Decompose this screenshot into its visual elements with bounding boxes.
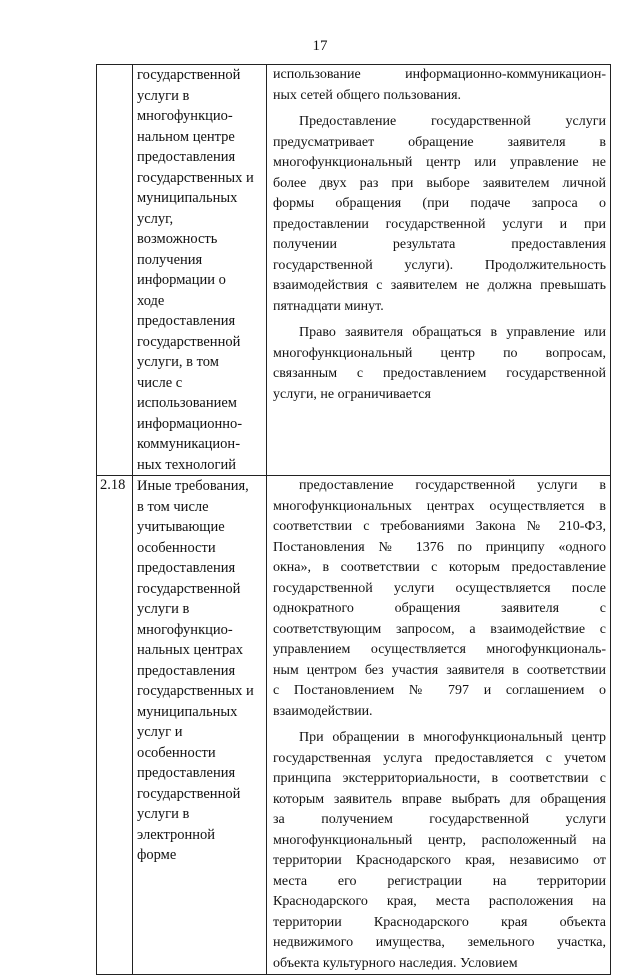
requirement-name-line: предоставления	[137, 560, 236, 576]
requirement-name-line: государственной	[137, 580, 241, 597]
paragraph	[273, 323, 606, 405]
paragraph-line: многофункциональный центр или управление не	[273, 155, 606, 170]
requirement-name-line: услуг,	[137, 210, 174, 227]
paragraph-line: формы обращения (при подаче запроса о	[273, 196, 606, 211]
requirement-name-line: муниципальных	[137, 190, 238, 206]
requirement-name-line: электронной	[137, 826, 216, 843]
paragraph-line: Постановления № 1376 по принципу «одного	[273, 539, 606, 555]
requirement-text-cell	[267, 65, 611, 476]
requirement-name-line: получения	[137, 251, 203, 268]
paragraph-line: территории Краснодарского края, независимо от	[273, 853, 606, 868]
table-row	[97, 476, 611, 975]
requirement-name-line: государственной	[137, 785, 241, 802]
paragraph	[273, 476, 606, 722]
paragraph-line: взаимодействии.	[273, 703, 373, 719]
paragraph-line: более двух раз при выборе заявителем личной	[273, 175, 606, 191]
requirement-name	[133, 476, 266, 866]
requirement-name-line: предоставления	[137, 149, 236, 165]
paragraph-line: однократного обращения заявителя с	[273, 601, 606, 616]
paragraph-line: с Постановлением № 797 и соглашением о	[273, 683, 606, 698]
requirement-name-line: особенности	[137, 744, 216, 761]
row-number	[97, 65, 133, 476]
requirement-name-line: услуги в	[137, 87, 190, 104]
paragraph-line: услуги, не ограничивается	[273, 386, 431, 402]
paragraph-line: государственной услуги). Продолжительность	[273, 257, 606, 273]
requirement-name-line: услуги в	[137, 601, 190, 617]
paragraph-line: связанным с предоставлением государственной	[273, 366, 606, 381]
requirement-name-cell	[133, 476, 267, 975]
paragraph-line: территории Краснодарского края объекта	[273, 914, 606, 930]
requirement-name-line: возможность	[137, 231, 218, 247]
paragraph-line: окна», в соответствии с которым предоставление	[273, 560, 606, 575]
paragraph-line: ных сетей общего пользования.	[273, 87, 462, 103]
requirement-name-line: услуги в	[137, 806, 190, 822]
paragraph-line: принципа экстерриториальности, в соответствии с	[273, 771, 606, 786]
row-number: 2.18	[97, 476, 133, 975]
paragraph-line: предоставление государственной услуги в	[299, 478, 606, 493]
paragraph-line: взаимодействия с заявителем не должна превышать	[273, 278, 606, 293]
paragraph-line: многофункциональный центр, расположенный на	[273, 832, 606, 848]
page-number: 17	[312, 38, 328, 54]
requirement-name-cell	[133, 65, 267, 476]
paragraph-line: многофункциональных центрах осуществляется в	[273, 498, 606, 514]
requirement-name-line: Иные требования,	[137, 478, 249, 494]
requirement-name-line: предоставления	[137, 765, 236, 781]
requirement-name-line: предоставления	[137, 662, 236, 679]
requirement-name-line: особенности	[137, 539, 216, 556]
paragraph-line: соответствующим запросом, а взаимодействие с	[273, 621, 606, 637]
requirement-name-line: ных технологий	[137, 456, 236, 473]
requirement-name-line: ходе	[137, 292, 165, 309]
paragraph-line: Предоставление государственной услуги	[299, 114, 606, 129]
requirement-name-line: предоставления	[137, 313, 236, 329]
paragraph-line: государственная услуга предоставляется с учетом	[273, 750, 606, 766]
requirement-name-line: учитывающие	[137, 519, 225, 535]
paragraph-line: места его регистрации на территории	[273, 873, 606, 889]
paragraph-line: недвижимого имущества, земельного участка,	[273, 935, 606, 950]
requirement-text	[273, 65, 606, 405]
paragraph-line: управлением осуществляется многофункциональ-	[273, 642, 606, 657]
requirement-name-line: в том числе	[137, 498, 209, 515]
requirement-text	[273, 476, 606, 974]
requirement-name-line: государственной	[137, 67, 241, 83]
requirement-name-line: коммуникацион-	[137, 436, 241, 452]
paragraph-line: предоставлении государственной услуги и при	[273, 216, 606, 232]
paragraph	[273, 728, 606, 974]
paragraph-line: которым заявитель вправе выбрать для обращения	[273, 791, 606, 807]
requirement-name-line: информации о	[137, 272, 226, 288]
requirement-text-cell	[267, 476, 611, 975]
requirement-name-line: нальном центре	[137, 128, 235, 145]
paragraph-line: предусматривает обращение заявителя в	[273, 134, 606, 150]
requirement-name-line: услуги, в том	[137, 354, 219, 370]
requirement-name-line: государственной	[137, 333, 241, 350]
requirement-name-line: информационно-	[137, 415, 243, 432]
paragraph-line: Право заявителя обращаться в управление или	[299, 325, 606, 340]
requirement-name	[133, 65, 266, 475]
paragraph	[273, 112, 606, 317]
requirement-name-line: многофункцио-	[137, 108, 233, 124]
requirement-name-line: числе с	[137, 374, 183, 391]
requirement-name-line: государственных и	[137, 169, 254, 186]
paragraph	[273, 65, 606, 106]
table-row	[97, 65, 611, 476]
paragraph-line: получении результата предоставления	[273, 237, 606, 252]
paragraph-line: Краснодарского края, места расположения на	[273, 894, 606, 909]
paragraph-line: объекта культурного наследия. Условием	[273, 955, 518, 971]
requirement-name-line: многофункцио-	[137, 621, 233, 638]
requirement-name-line: муниципальных	[137, 703, 238, 720]
requirement-name-line: форме	[137, 847, 177, 863]
paragraph-line: пятнадцати минут.	[273, 298, 384, 314]
paragraph-line: за получением государственной услуги	[273, 812, 606, 827]
requirement-name-line: государственных и	[137, 683, 254, 699]
services-table	[96, 64, 611, 975]
requirement-name-line: услуг и	[137, 724, 183, 740]
paragraph-line: ным центром без участия заявителя в соответствии	[273, 662, 606, 678]
requirement-name-line: нальных центрах	[137, 642, 243, 658]
paragraph-line: использование информационно-коммуникацион-	[273, 67, 606, 82]
requirement-name-line: использованием	[137, 395, 237, 411]
paragraph-line: При обращении в многофункциональный центр	[299, 730, 606, 745]
paragraph-line: соответствии с требованиями Закона № 210-ФЗ,	[273, 519, 606, 534]
paragraph-line: многофункциональный центр по вопросам,	[273, 345, 606, 361]
paragraph-line: государственной услуги осуществляется после	[273, 580, 606, 596]
